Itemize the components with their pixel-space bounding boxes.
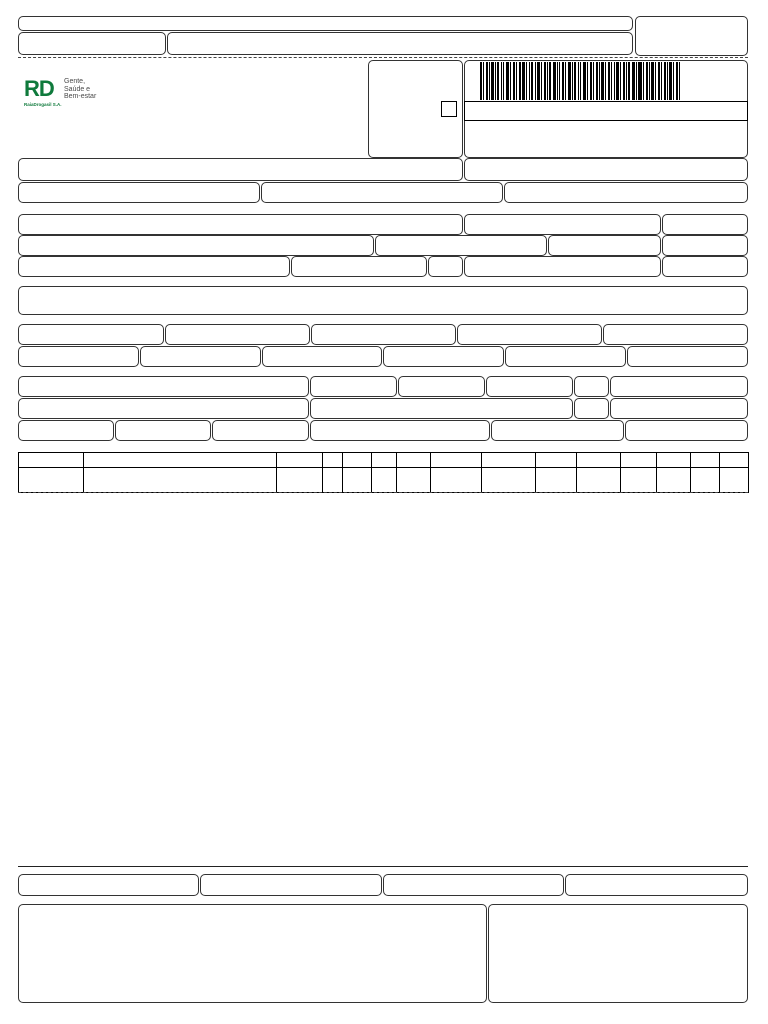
receipt-date-field <box>18 32 166 55</box>
receipt-strip-top <box>18 16 633 31</box>
col-quantity <box>397 453 431 468</box>
additional-info-field <box>18 904 487 1003</box>
logo-company-name: RaiaDrogasil S.A. <box>24 102 62 107</box>
volume-quantity-field <box>18 420 114 441</box>
freight-mode-field <box>310 376 397 397</box>
state-registration-field <box>18 182 260 203</box>
billing-field <box>18 286 748 315</box>
vehicle-uf-field <box>574 376 609 397</box>
col-icms-rate <box>657 453 691 468</box>
col-description <box>84 453 277 468</box>
issqn-separator <box>18 866 748 867</box>
issue-date-field <box>662 214 748 235</box>
invoice-total-field <box>627 346 748 367</box>
issuer-logo <box>24 78 114 112</box>
logo-tagline <box>64 78 96 101</box>
col-extra <box>720 453 749 468</box>
volume-species-field <box>115 420 211 441</box>
volume-brand-field <box>212 420 309 441</box>
carrier-ie-field <box>610 398 748 419</box>
tagline-line-2: Saúde e <box>64 85 91 93</box>
other-expenses-field <box>383 346 504 367</box>
antt-code-field <box>398 376 485 397</box>
barcode-image <box>480 62 680 100</box>
icms-st-base-field <box>311 324 456 345</box>
receipt-nfe-number-box <box>635 16 748 56</box>
products-total-field <box>603 324 748 345</box>
fisco-reserved-field <box>488 904 748 1003</box>
recipient-phone-field <box>291 256 427 277</box>
receipt-signature-field <box>167 32 633 55</box>
table-bottom-dashed-line <box>18 492 748 493</box>
recipient-address-field <box>18 235 374 256</box>
icms-st-value-field <box>457 324 602 345</box>
col-cfop <box>343 453 372 468</box>
cut-line-top <box>18 57 748 58</box>
icms-base-field <box>18 324 164 345</box>
recipient-zip-field <box>548 235 661 256</box>
authorization-protocol-field <box>464 158 748 181</box>
col-total-value <box>482 453 536 468</box>
logo-mark: RD <box>24 76 54 101</box>
icms-value-field <box>165 324 310 345</box>
col-icms-value <box>577 453 621 468</box>
col-ipi-rate <box>691 453 720 468</box>
carrier-city-field <box>310 398 573 419</box>
col-cst <box>323 453 343 468</box>
carrier-address-field <box>18 398 309 419</box>
discount-field <box>262 346 382 367</box>
issqn-base-field <box>383 874 564 896</box>
exit-time-field <box>662 256 748 277</box>
tagline-line-1: Gente, <box>64 78 86 85</box>
operation-nature-field <box>18 158 463 181</box>
tagline-line-3: Bem-estar <box>64 93 97 100</box>
recipient-name-field <box>18 214 463 235</box>
recipient-ie-field <box>464 256 661 277</box>
recipient-city-field <box>18 256 290 277</box>
services-total-field <box>200 874 382 896</box>
products-table <box>18 452 749 493</box>
vehicle-plate-field <box>486 376 573 397</box>
table-row <box>19 468 749 493</box>
municipal-registration-field <box>18 874 199 896</box>
carrier-uf-field <box>574 398 609 419</box>
col-product-code <box>19 453 84 468</box>
net-weight-field <box>625 420 748 441</box>
col-unit-value <box>431 453 482 468</box>
insurance-value-field <box>140 346 261 367</box>
col-ipi-value <box>621 453 657 468</box>
products-table-header <box>19 453 749 468</box>
issqn-value-field <box>565 874 748 896</box>
col-icms-base <box>536 453 577 468</box>
carrier-cnpj-field <box>610 376 748 397</box>
freight-value-field <box>18 346 139 367</box>
entry-exit-checkbox <box>441 101 457 117</box>
col-ncm <box>277 453 323 468</box>
volume-numbering-field <box>310 420 490 441</box>
access-key-field <box>464 101 748 121</box>
recipient-cnpj-field <box>464 214 661 235</box>
exit-date-field <box>662 235 748 256</box>
col-unit <box>372 453 397 468</box>
recipient-district-field <box>375 235 547 256</box>
gross-weight-field <box>491 420 624 441</box>
carrier-name-field <box>18 376 309 397</box>
ipi-value-field <box>505 346 626 367</box>
state-registration-substitute-field <box>261 182 503 203</box>
issuer-cnpj-field <box>504 182 748 203</box>
recipient-uf-field <box>428 256 463 277</box>
